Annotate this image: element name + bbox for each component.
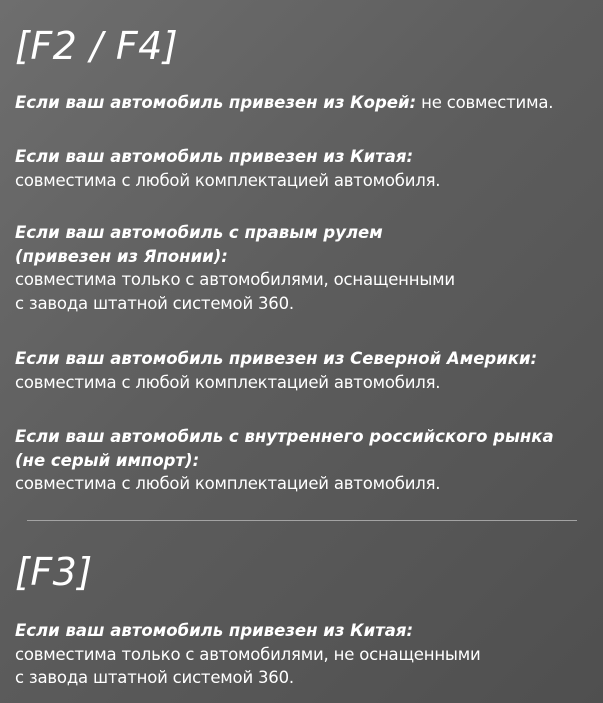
answer-text: совместима с любой комплектацией автомобиля. bbox=[15, 474, 441, 493]
section-title-f3: [F3] bbox=[15, 550, 93, 594]
compat-item-china bbox=[15, 145, 600, 192]
compat-item-russia bbox=[15, 425, 600, 496]
answer-text: с завода штатной системой 360. bbox=[15, 293, 294, 313]
condition-text: Если ваш автомобиль привезен из Северной Америки: bbox=[15, 349, 538, 368]
answer-text: совместима с любой комплектацией автомобиля. bbox=[15, 170, 441, 190]
answer-text: совместима только с автомобилями, не оснащенными bbox=[15, 644, 481, 664]
condition-text: Если ваш автомобиль привезен из Китая: bbox=[15, 147, 414, 166]
condition-text: Если ваш автомобиль с правым рулем bbox=[15, 223, 383, 242]
condition-text: Если ваш автомобиль с внутреннего российского рынка bbox=[15, 427, 554, 446]
answer-text: совместима с любой комплектацией автомобиля. bbox=[15, 372, 441, 392]
condition-text: (привезен из Японии): bbox=[15, 246, 228, 266]
condition-text: Если ваш автомобиль привезен из Китая: bbox=[15, 621, 414, 640]
answer-text: не совместима. bbox=[416, 93, 554, 112]
compat-item-korea bbox=[15, 91, 600, 115]
section-divider bbox=[27, 520, 577, 521]
compat-item-china-f3 bbox=[15, 619, 600, 690]
compat-item-japan-rhd bbox=[15, 221, 600, 315]
section-title-f2-f4: [F2 / F4] bbox=[15, 24, 179, 68]
answer-text: с завода штатной системой 360. bbox=[15, 668, 294, 687]
condition-text: Если ваш автомобиль привезен из Корей: bbox=[15, 93, 417, 112]
condition-text: (не серый импорт): bbox=[15, 450, 200, 470]
answer-text: совместима только с автомобилями, оснащенными bbox=[15, 270, 455, 289]
compat-item-north-america bbox=[15, 347, 600, 394]
